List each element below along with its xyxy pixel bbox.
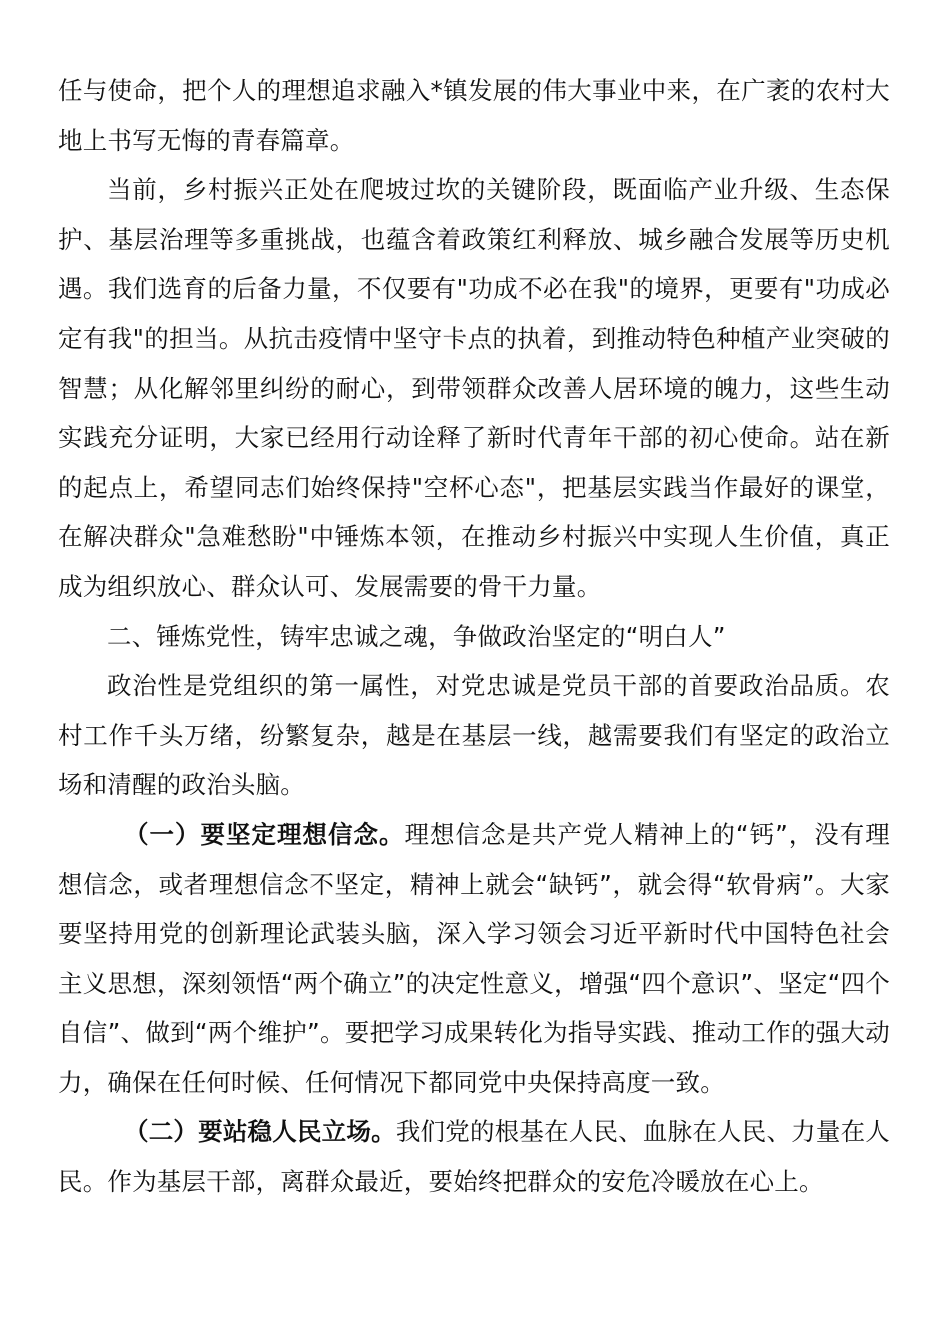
paragraph-text: 理想信念是共产党人精神上的“钙”，没有理想信念，或者理想信念不坚定，精神上就会“缺钙”，就会得“软骨病”。大家要坚持用党的创新理论武装头脑，深入学习领会习近平新时代中国特色社会主义思想，深刻领悟“两个确立”的决定性意义，增强“四个意识”、坚定“四个自信”、做到“两个维护”。要把学习成果转化为指导实践、推动工作的强大动力，确保在任何时候、任何情况下都同党中央保持高度一致。 [58,819,890,1097]
paragraph [58,661,890,810]
subsection-heading: （一）要坚定理想信念。 [124,819,405,849]
paragraph-text: 政治性是党组织的第一属性，对党忠诚是党员干部的首要政治品质。农村工作千头万绪，纷繁复杂，越是在基层一线，越需要我们有坚定的政治立场和清醒的政治头脑。 [58,671,890,800]
subsection-paragraph [58,810,890,1108]
paragraph-text: 任与使命，把个人的理想追求融入*镇发展的伟大事业中来，在广袤的农村大地上书写无悔的青春篇章。 [58,76,890,155]
paragraph-continuation [58,66,890,165]
subsection-paragraph [58,1107,890,1206]
paragraph-text: 当前，乡村振兴正处在爬坡过坎的关键阶段，既面临产业升级、生态保护、基层治理等多重挑战，也蕴含着政策红利释放、城乡融合发展等历史机遇。我们选育的后备力量，不仅要有"功成不必在我"的境界，更要有"功成必定有我"的担当。从抗击疫情中坚守卡点的执着，到推动特色种植产业突破的智慧；从化解邻里纠纷的耐心，到带领群众改善人居环境的魄力，这些生动实践充分证明，大家已经用行动诠释了新时代青年干部的初心使命。站在新的起点上，希望同志们始终保持"空杯心态"，把基层实践当作最好的课堂，在解决群众"急难愁盼"中锤炼本领，在推动乡村振兴中实现人生价值，真正成为组织放心、群众认可、发展需要的骨干力量。 [58,175,890,601]
paragraph [58,165,890,611]
subsection-heading: （二）要站稳人民立场。 [124,1117,396,1147]
paragraph-text: 我们党的根基在人民、血脉在人民、力量在人民。作为基层干部，离群众最近，要始终把群众的安危冷暖放在心上。 [58,1117,890,1197]
document-body [58,66,890,1207]
section-heading [58,612,890,662]
section-heading-text: 二、锤炼党性，铸牢忠诚之魂，争做政治坚定的“明白人” [107,621,726,651]
